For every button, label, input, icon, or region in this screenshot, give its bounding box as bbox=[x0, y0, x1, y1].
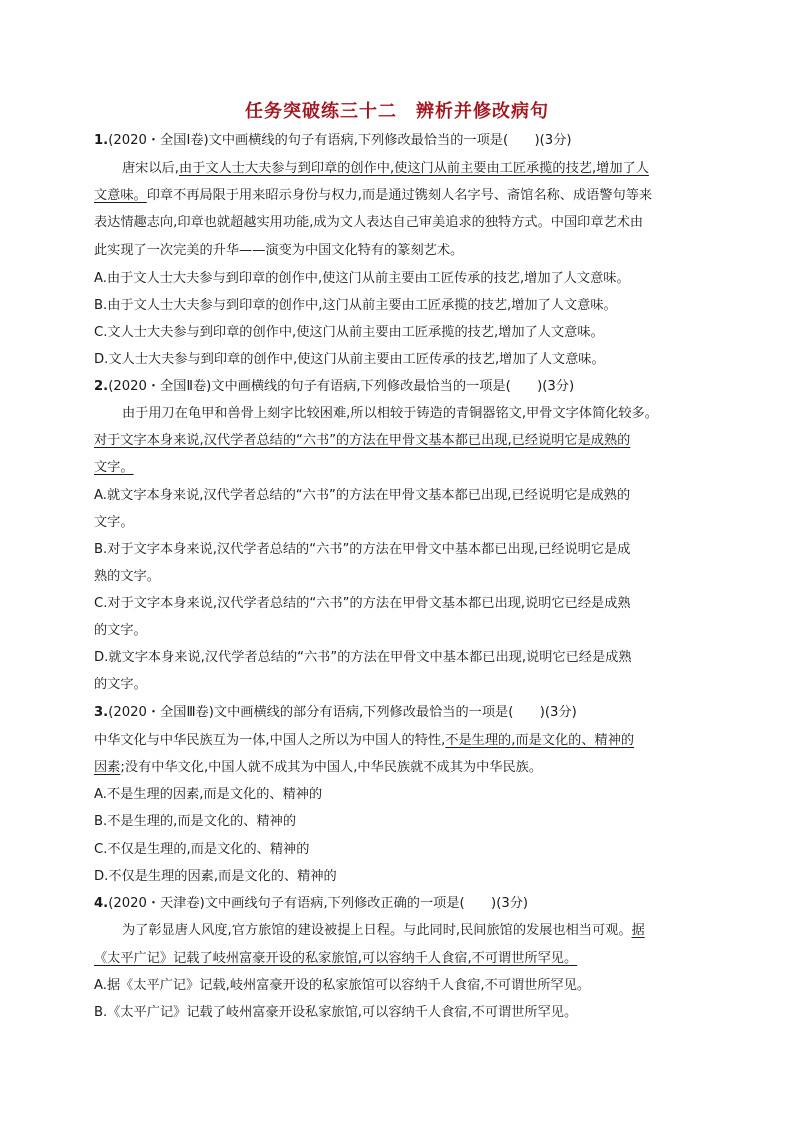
question-text: (2020・天津卷)文中画线句子有语病,下列修改正确的一项是( )(3分) bbox=[108, 896, 529, 911]
underlined-sentence: 对于文字本身来说,汉代学者总结的“六书”的方法在甲骨文基本都已出现,已经说明它是成熟的 bbox=[94, 433, 631, 448]
passage-line bbox=[94, 187, 652, 205]
option-a: A.据《太平广记》记载,岐州富豪开设的私家旅馆可以容纳千人食宿,不可谓世所罕见。 bbox=[94, 978, 591, 993]
underlined-sentence: 据 bbox=[631, 923, 645, 938]
underlined-sentence: 《太平广记》记载了岐州富豪开设的私家旅馆,可以容纳千人食宿,不可谓世所罕见。 bbox=[94, 951, 578, 966]
passage-line bbox=[94, 459, 134, 477]
option-b: B.不是生理的,而是文化的、精神的 bbox=[94, 814, 297, 829]
page-title: 任务突破练三十二 辨析并修改病句 bbox=[245, 101, 549, 122]
option-d: D.文人士大夫参与到印章的创作中,使这门从前主要由工匠传承的技艺,增加了人文意味。 bbox=[94, 352, 605, 367]
passage-line: 此实现了一次完美的升华——演变为中国文化特有的篆刻艺术。 bbox=[94, 243, 464, 258]
underlined-sentence: 因素 bbox=[94, 760, 121, 775]
question-number: 2. bbox=[94, 379, 109, 394]
underlined-sentence: 由于文人士大夫参与到印章的创作中,使这门从前主要由工匠承揽的技艺,增加了人 bbox=[178, 161, 649, 176]
passage-line bbox=[122, 922, 645, 940]
passage-line bbox=[122, 160, 649, 178]
question-2-stem bbox=[94, 378, 574, 396]
option-a: A.就文字本身来说,汉代学者总结的“六书”的方法在甲骨文基本都已出现,已经说明它是成熟的 bbox=[94, 488, 631, 503]
option-c: C.不仅是生理的,而是文化的、精神的 bbox=[94, 842, 310, 857]
question-4-stem bbox=[94, 895, 528, 913]
option-a-cont: 文字。 bbox=[94, 515, 134, 530]
option-d: D.就文字本身来说,汉代学者总结的“六书”的方法在甲骨文中基本都已出现,说明它已经是成熟 bbox=[94, 650, 632, 665]
question-text: (2020・全国Ⅲ卷)文中画横线的部分有语病,下列修改最恰当的一项是( )(3分) bbox=[108, 705, 577, 720]
option-d-cont: 的文字。 bbox=[94, 677, 147, 692]
passage-text: 印章不再局限于用来昭示身份与权力,而是通过镌刻人名字号、斋馆名称、成语警句等来 bbox=[146, 188, 653, 203]
option-c-cont: 的文字。 bbox=[94, 623, 147, 638]
option-d: D.不仅是生理的因素,而是文化的、精神的 bbox=[94, 869, 337, 884]
question-number: 3. bbox=[94, 705, 109, 720]
passage-text: ;没有中华文化,中国人就不成其为中国人,中华民族就不成其为中华民族。 bbox=[120, 760, 543, 775]
question-number: 4. bbox=[94, 896, 109, 911]
passage-text: 唐宋以后, bbox=[122, 161, 179, 176]
option-b: B.《太平广记》记载了岐州富豪开设私家旅馆,可以容纳千人食宿,不可谓世所罕见。 bbox=[94, 1005, 578, 1020]
question-3-stem bbox=[94, 704, 577, 722]
option-b-cont: 熟的文字。 bbox=[94, 569, 160, 584]
option-a: A.不是生理的因素,而是文化的、精神的 bbox=[94, 787, 323, 802]
passage-line: 表达情趣志向,印章也就超越实用功能,成为文人表达自己审美追求的独特方式。中国印章艺术由 bbox=[94, 215, 644, 230]
passage-line bbox=[94, 432, 630, 450]
option-a: A.由于文人士大夫参与到印章的创作中,使这门从前主要由工匠传承的技艺,增加了人文意味。 bbox=[94, 271, 630, 286]
passage-line bbox=[94, 950, 577, 968]
question-1-stem bbox=[94, 132, 572, 150]
passage-text: 中华文化与中华民族互为一体,中国人之所以为中国人的特性, bbox=[94, 733, 446, 748]
option-c: C.对于文字本身来说,汉代学者总结的“六书”的方法在甲骨文基本都已出现,说明它已经是成熟 bbox=[94, 596, 631, 611]
option-b: B.对于文字本身来说,汉代学者总结的“六书”的方法在甲骨文中基本都已出现,已经说明它是成 bbox=[94, 542, 631, 557]
option-c: C.文人士大夫参与到印章的创作中,使这门从前主要由工匠承揽的技艺,增加了人文意味。 bbox=[94, 325, 604, 340]
option-b: B.由于文人士大夫参与到印章的创作中,这门从前主要由工匠承揽的技艺,增加了人文意味。 bbox=[94, 298, 617, 313]
passage-text: 为了彰显唐人风度,官方旅馆的建设被提上日程。与此同时,民间旅馆的发展也相当可观。 bbox=[122, 923, 632, 938]
passage-line: 由于用刀在龟甲和兽骨上刻字比较困难,所以相较于铸造的青铜器铭文,甲骨文字体简化较多。 bbox=[122, 406, 658, 421]
passage-line bbox=[94, 732, 634, 750]
underlined-sentence: 不是生理的,而是文化的、精神的 bbox=[445, 733, 635, 748]
question-number: 1. bbox=[94, 133, 109, 148]
question-text: (2020・全国Ⅰ卷)文中画横线的句子有语病,下列修改最恰当的一项是( )(3分) bbox=[108, 133, 572, 148]
underlined-sentence: 文字。 bbox=[94, 460, 134, 475]
question-text: (2020・全国Ⅱ卷)文中画横线的句子有语病,下列修改最恰当的一项是( )(3分) bbox=[108, 379, 575, 394]
underlined-sentence: 文意味。 bbox=[94, 188, 147, 203]
passage-line bbox=[94, 759, 542, 777]
